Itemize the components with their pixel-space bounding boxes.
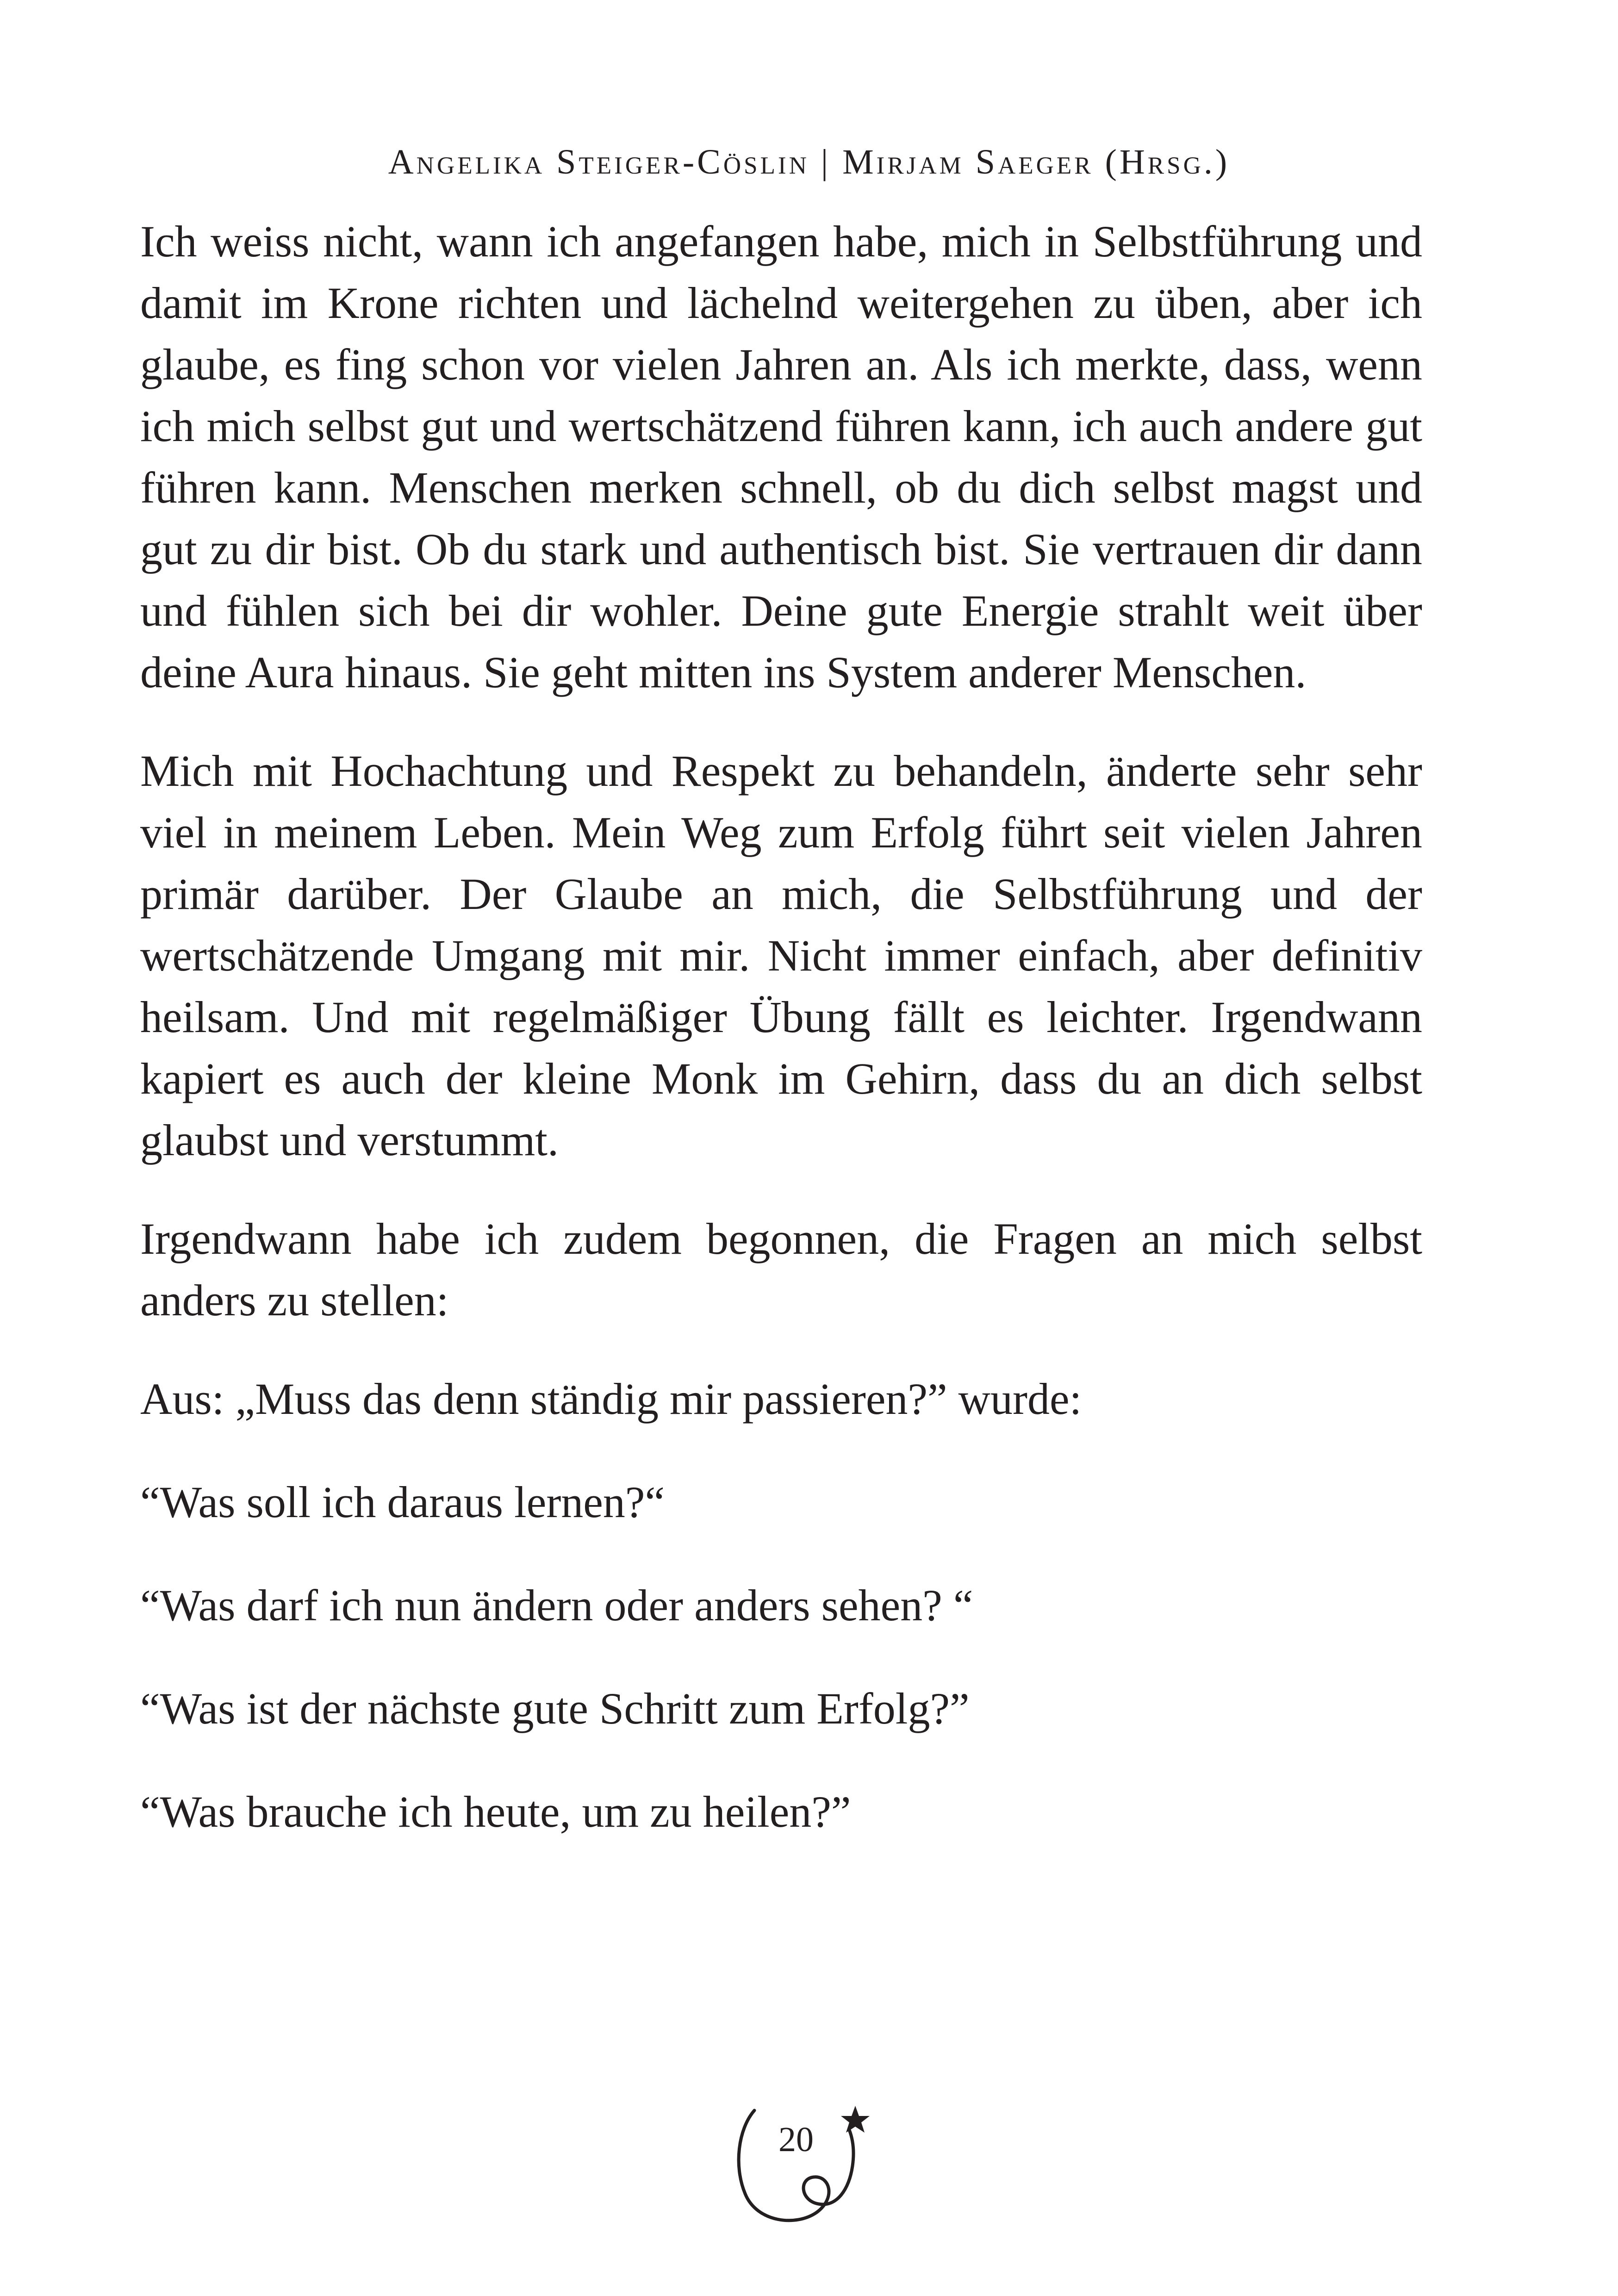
question-2: “Was darf ich nun ändern oder anders sehen? “ [140,1580,973,1630]
question-1: “Was soll ich daraus lernen?“ [140,1477,665,1527]
question-intro: Aus: „Muss das denn ständig mir passieren?” wurde: [140,1374,1082,1424]
body-text [140,211,1422,1884]
question-4: “Was brauche ich heute, um zu heilen?” [140,1787,851,1836]
running-header: Angelika Steiger-Cöslin | Mirjam Saeger (Hrsg.) [388,143,1230,181]
page-number: 20 [778,2120,814,2159]
paragraph-2: Mich mit Hochachtung und Respekt zu behandeln, änderte sehr sehr viel in meinem Leben. Mein Weg zum Erfolg führt seit vielen Jahren primär darüber. Der Glaube an mich, die Selbstführung und der wertschätzende Umgang mit mir. Nicht immer einfach, aber definitiv heilsam. Und mit regelmäßiger Übung fällt es leichter. Irgendwann kapiert es auch der kleine Monk im Gehirn, dass du an dich selbst glaubst und verstummt. [140,746,1422,1165]
question-3: “Was ist der nächste gute Schritt zum Erfolg?” [140,1684,970,1733]
paragraph-3: Irgendwann habe ich zudem begonnen, die Fragen an mich selbst anders zu stellen: [140,1214,1422,1325]
page-folio [731,2101,879,2254]
paragraph-1: Ich weiss nicht, wann ich angefangen habe, mich in Selbstführung und damit im Krone richten und lächelnd weitergehen zu üben, aber ich glaube, es fing schon vor vielen Jahren an. Als ich merkte, dass, wenn ich mich selbst gut und wertschätzend führen kann, ich auch andere gut führen kann. Menschen merken schnell, ob du dich selbst magst und gut zu dir bist. Ob du stark und authentisch bist. Sie vertrauen dir dann und fühlen sich bei dir wohler. Deine gute Energie strahlt weit über deine Aura hinaus. Sie geht mitten ins System anderer Menschen. [140,217,1422,697]
